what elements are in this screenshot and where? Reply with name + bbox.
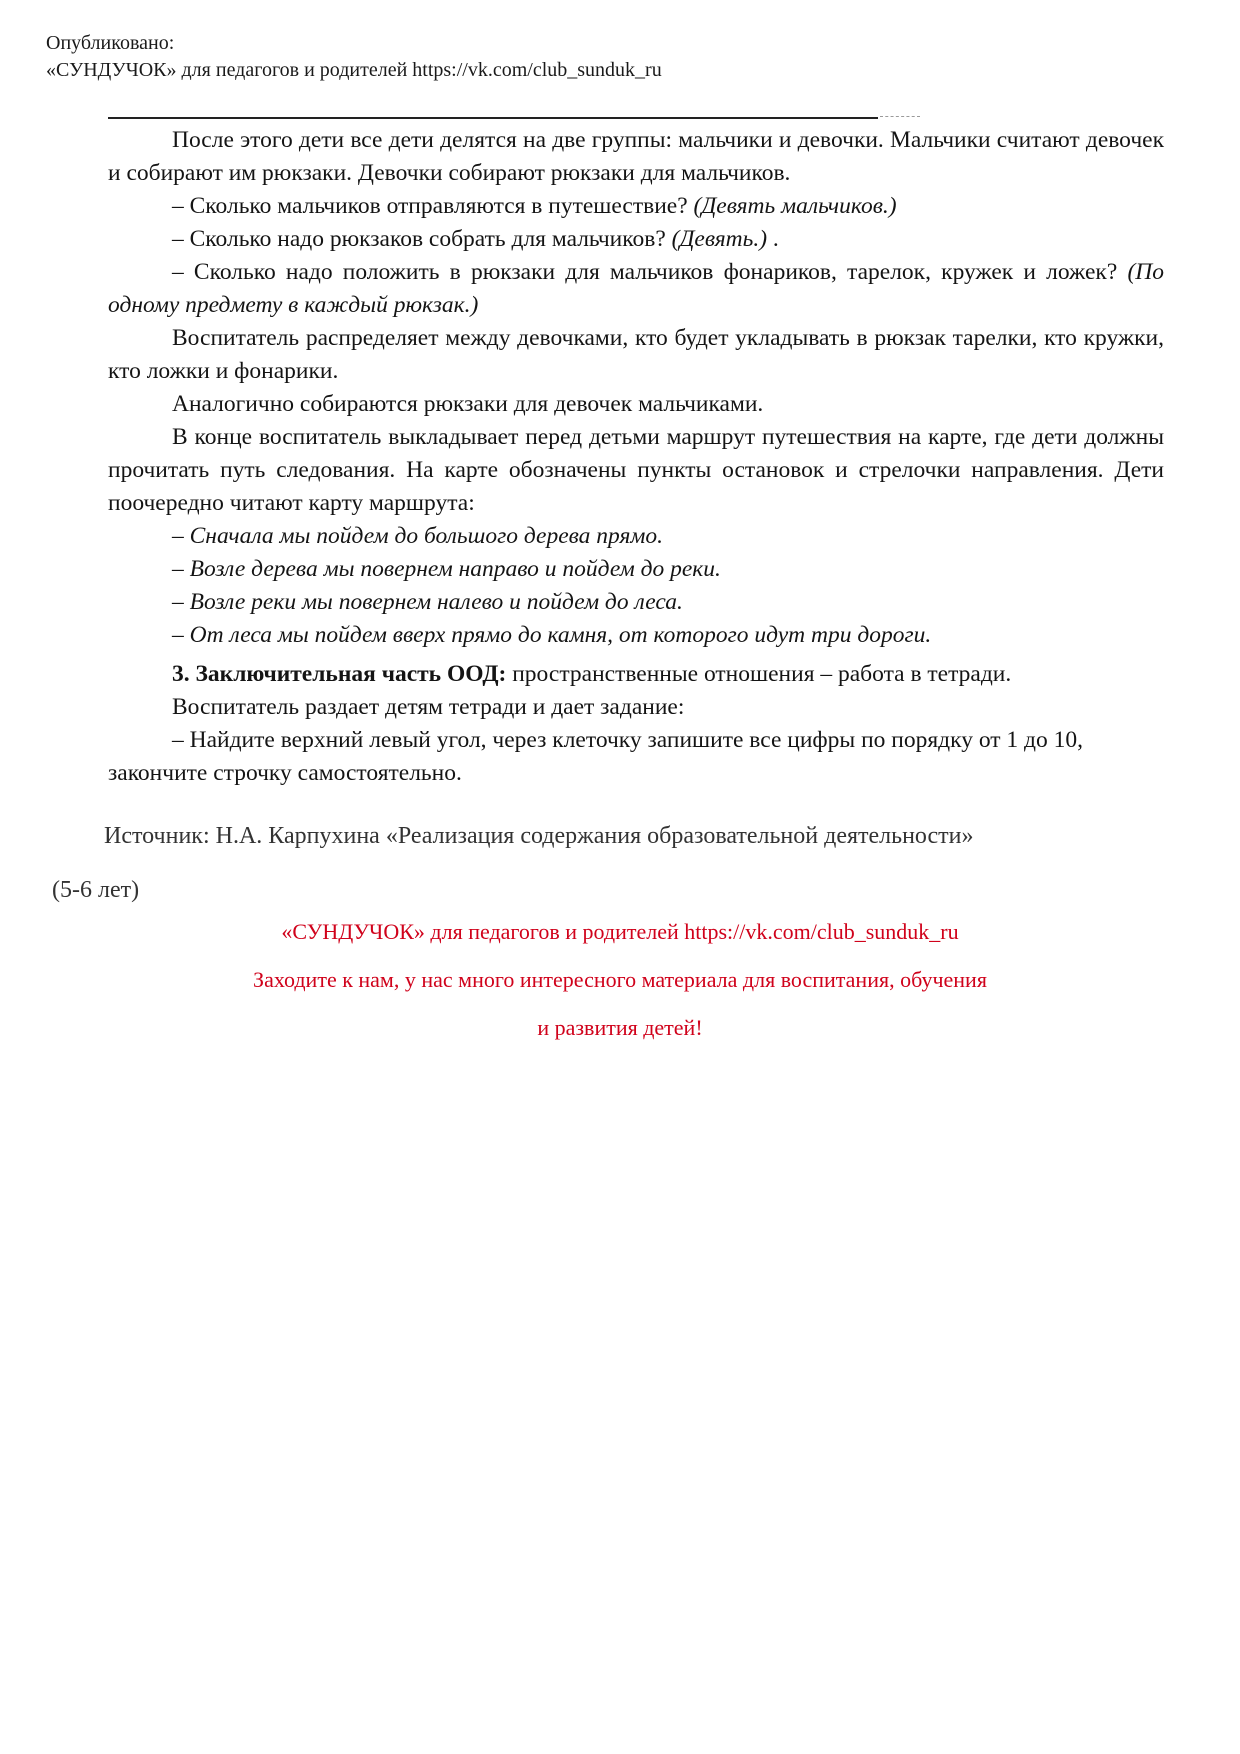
route-step: – Сначала мы пойдем до большого дерева прямо. (172, 523, 664, 549)
question-backpacks (108, 223, 1164, 256)
paragraph-groups: После этого дети все дети делятся на две группы: мальчики и девочки. Мальчики считают девочек и собирают им рюкзаки. Девочки собирают рюкзаки для мальчиков. (108, 127, 1164, 186)
section-conclusion (108, 658, 1164, 691)
published-header (46, 30, 662, 84)
paragraph-notebooks: Воспитатель раздает детям тетради и дает задание: (172, 694, 685, 720)
section-title: 3. Заключительная часть ООД: (172, 661, 507, 687)
question-boys (108, 190, 1164, 223)
promo-line-3: и развития детей! (537, 1015, 703, 1040)
paragraph-route-map: В конце воспитатель выкладывает перед детьми маршрут путешествия на карте, где дети должны прочитать путь следования. На карте обозначены пункты остановок и стрелочки направления. Дети поочередно читают карту маршрута: (108, 424, 1164, 516)
answer-text: (Девять.) (671, 226, 768, 252)
paragraph-task: – Найдите верхний левый угол, через клеточку запишите все цифры по порядку от 1 до 10, закончите строчку самостоятельно. (108, 727, 1083, 786)
top-rule (108, 117, 878, 119)
top-rule-fade (880, 116, 920, 117)
section-rest: пространственные отношения – работа в тетради. (506, 661, 1012, 687)
question-tail: . (767, 226, 779, 252)
route-step: – Возле дерева мы повернем направо и пойдем до реки. (172, 556, 721, 582)
paragraph-similar: Аналогично собираются рюкзаки для девочек мальчиками. (172, 391, 764, 417)
route-step: – Возле реки мы повернем налево и пойдем до леса. (172, 589, 683, 615)
promo-line-1: «СУНДУЧОК» для педагогов и родителей https://vk.com/club_sunduk_ru (281, 919, 959, 944)
promo-line-2: Заходите к нам, у нас много интересного материала для воспитания, обучения (253, 967, 987, 992)
question-text: – Сколько мальчиков отправляются в путешествие? (172, 193, 694, 219)
answer-text: (Девять мальчиков.) (693, 193, 897, 219)
published-line: «СУНДУЧОК» для педагогов и родителей https://vk.com/club_sunduk_ru (46, 59, 662, 81)
question-text: – Сколько надо рюкзаков собрать для мальчиков? (172, 226, 672, 252)
route-step: – От леса мы пойдем вверх прямо до камня, от которого идут три дороги. (172, 622, 932, 648)
answer-text: (По одному предмету в каждый рюкзак.) (108, 259, 1164, 318)
source-citation: Источник: Н.А. Карпухина «Реализация содержания образовательной деятельности» (104, 823, 974, 849)
age-range: (5-6 лет) (52, 877, 140, 903)
paragraph-distribution: Воспитатель распределяет между девочками, кто будет укладывать в рюкзак тарелки, кто кружки, кто ложки и фонарики. (108, 325, 1164, 384)
question-text: – Сколько надо положить в рюкзаки для мальчиков фонариков, тарелок, кружек и ложек? (172, 259, 1128, 285)
document-body (108, 124, 1164, 790)
question-items (108, 256, 1164, 322)
published-label: Опубликовано: (46, 32, 175, 54)
